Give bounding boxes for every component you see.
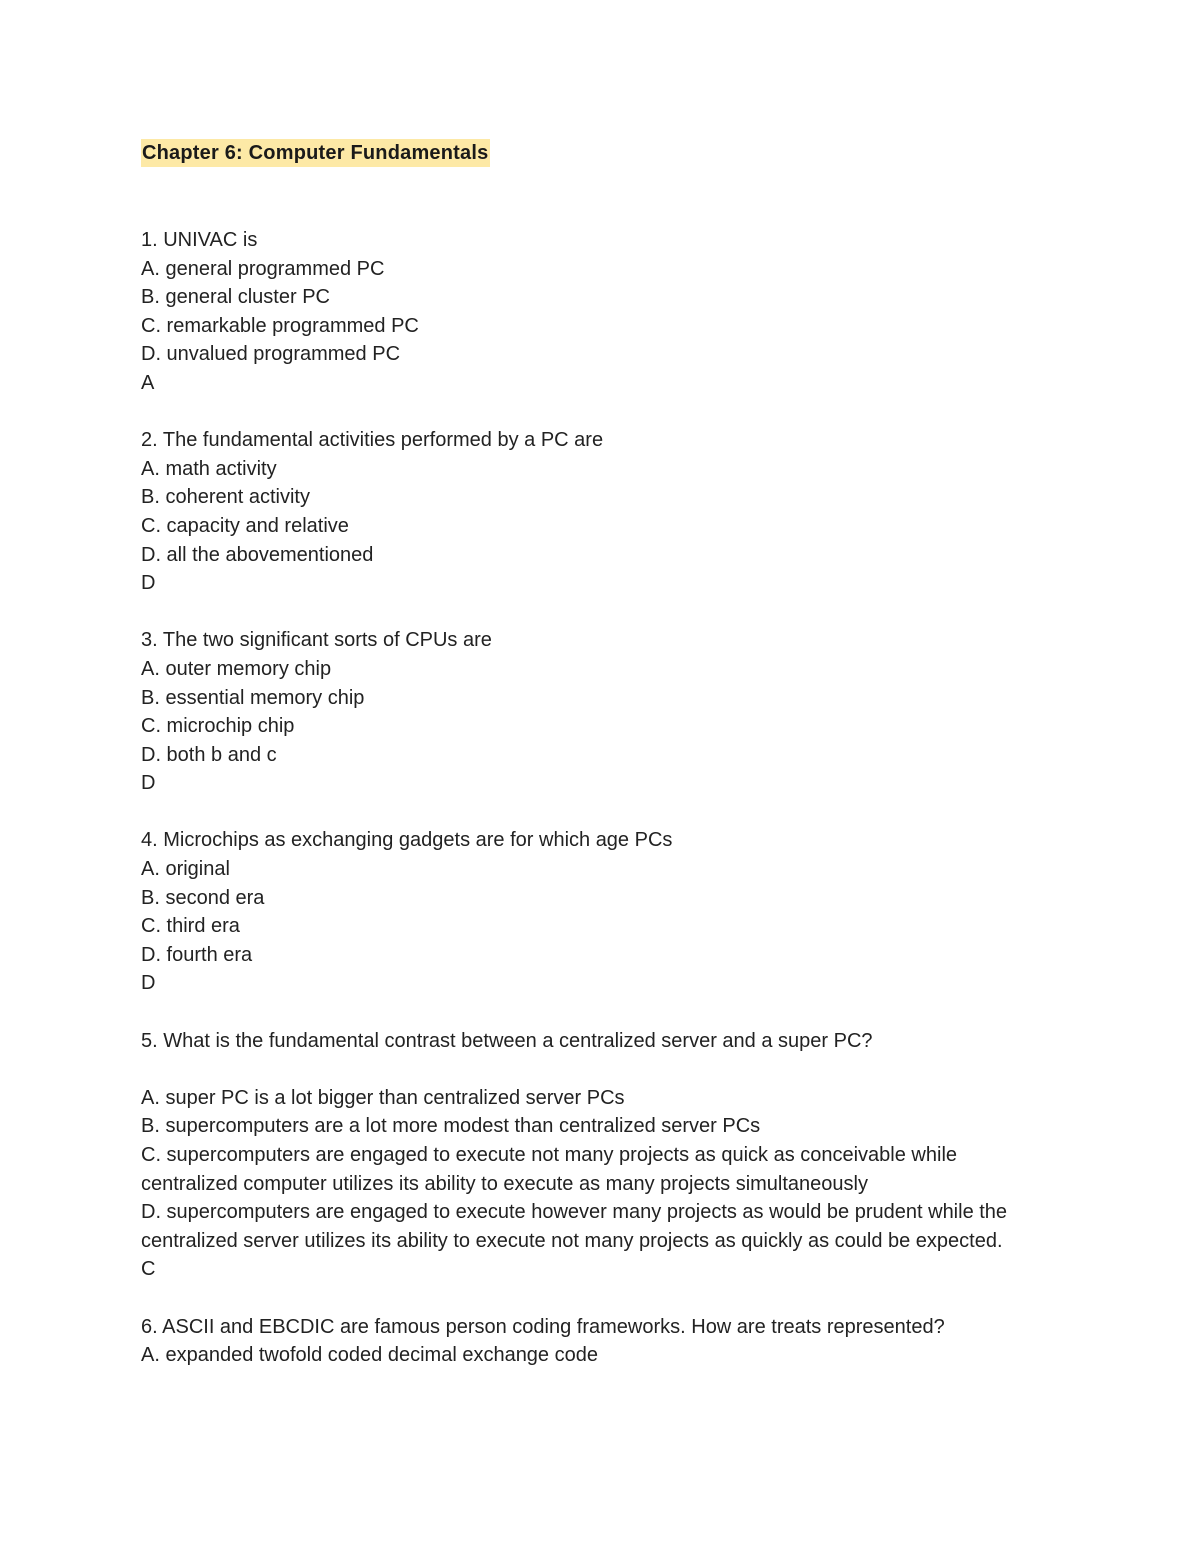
title-spacing [141,167,1051,226]
option-b: B. supercomputers are a lot more modest than centralized server PCs [141,1115,761,1138]
question-block-5 [141,1027,1051,1284]
option-d: D. unvalued programmed PC [141,343,401,366]
option-a: A. original [141,858,230,881]
question-text: 5. What is the fundamental contrast between a centralized server and a super PC? [141,1029,873,1052]
question-block-4 [141,826,1051,998]
chapter-title: Chapter 6: Computer Fundamentals [141,139,490,167]
answer: D [141,572,156,595]
option-c: C. supercomputers are engaged to execute not many projects as quick as conceivable while centralized computer utilizes its ability to execute as many projects simultaneously [141,1144,958,1195]
question-text: 3. The two significant sorts of CPUs are [141,629,492,652]
question-block-1 [141,226,1051,398]
option-b: B. essential memory chip [141,686,365,709]
question-text: 4. Microchips as exchanging gadgets are for which age PCs [141,829,673,852]
question-spacer [141,798,1051,827]
question-spacer [141,398,1051,427]
option-a: A. math activity [141,457,277,480]
question-spacer [141,998,1051,1027]
question-text: 1. UNIVAC is [141,229,258,251]
option-b: B. general cluster PC [141,286,330,309]
question-block-6 [141,1313,1051,1370]
option-c: C. remarkable programmed PC [141,314,419,337]
option-d: D. fourth era [141,943,253,966]
option-c: C. microchip chip [141,715,295,738]
question-spacer [141,598,1051,627]
option-b: B. coherent activity [141,486,310,509]
option-a: A. outer memory chip [141,657,332,680]
option-a: A. general programmed PC [141,257,385,280]
option-d: D. both b and c [141,743,277,766]
question-spacer [141,1284,1051,1313]
option-b: B. second era [141,886,265,909]
option-c: C. third era [141,915,240,938]
question-block-3 [141,626,1051,798]
chapter-title-row [141,139,1051,167]
option-d: D. all the abovementioned [141,543,374,566]
option-a: A. expanded twofold coded decimal exchange code [141,1344,598,1367]
question-block-2 [141,426,1051,598]
answer: C [141,1258,156,1281]
option-c: C. capacity and relative [141,514,349,537]
question-inner-spacer [141,1055,1051,1084]
option-a: A. super PC is a lot bigger than centralized server PCs [141,1086,625,1109]
document-page [141,139,1051,1370]
question-text: 2. The fundamental activities performed by a PC are [141,429,604,452]
question-text: 6. ASCII and EBCDIC are famous person coding frameworks. How are treats represented? [141,1315,945,1338]
answer: D [141,772,156,795]
answer: D [141,972,156,995]
option-d: D. supercomputers are engaged to execute however many projects as would be prudent while the centralized server utilizes its ability to execute not many projects as quickly as could be expected. [141,1201,1008,1252]
answer: A [141,371,155,394]
